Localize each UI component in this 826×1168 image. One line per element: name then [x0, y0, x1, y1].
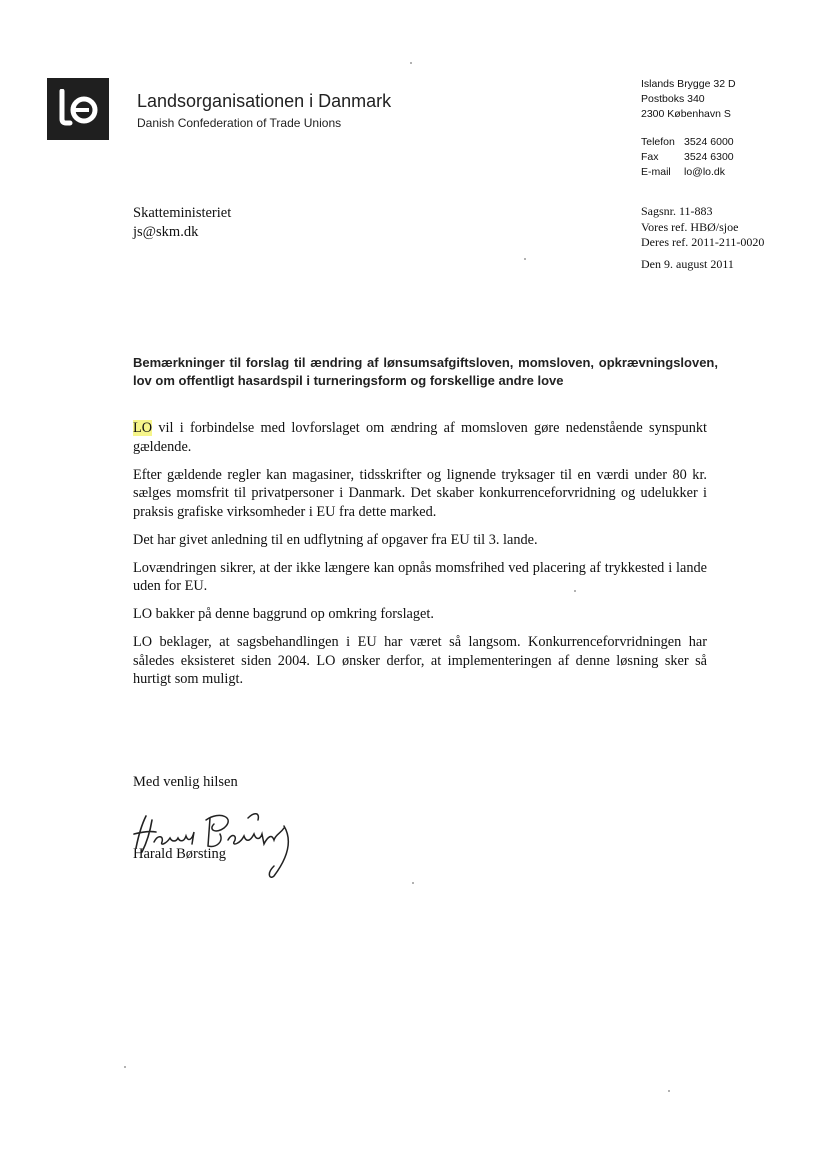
contact-label: Telefon [641, 136, 675, 148]
your-reference: Deres ref. 2011-211-0020 [641, 235, 765, 249]
contact-row [641, 150, 734, 165]
body-paragraph: Efter gældende regler kan magasiner, tidsskrifter og lignende tryksager til en værdi under 80 kr. sælges momsfrit til privatpersoner i Danmark. Det skaber konkurrenceforvridning og udelukker i praksis grafiske virksomheder i EU fra dette marked. [133, 466, 707, 520]
letter-date: Den 9. august 2011 [641, 256, 734, 271]
our-reference: Vores ref. HBØ/sjoe [641, 219, 739, 234]
letter-subject: Bemærkninger til forslag til ændring af lønsumsafgiftsloven, momsloven, opkrævningsloven, lov om offentligt hasardspil i turneringsform og forskellige andre love [133, 355, 718, 388]
lo-logo [47, 78, 109, 140]
address-line: Islands Brygge 32 D [641, 78, 736, 90]
contact-label: Fax [641, 151, 659, 163]
sender-contact [641, 135, 734, 180]
contact-label: E-mail [641, 166, 671, 178]
contact-value: 3524 6000 [684, 136, 734, 148]
recipient-block [133, 204, 231, 242]
scan-speck [410, 62, 412, 64]
scan-speck [412, 882, 414, 884]
contact-row [641, 165, 734, 180]
signer-name: Harald Børsting [133, 846, 227, 862]
address-line: 2300 København S [641, 108, 731, 120]
address-line: Postboks 340 [641, 93, 705, 105]
body-paragraph: LO beklager, at sagsbehandlingen i EU har været så langsom. Konkurrenceforvridningen har således eksisteret siden 2004. LO ønsker derfor, at implementeringen af denne løsning sker så hurtigt som muligt. [133, 634, 707, 687]
handwritten-signature [124, 798, 314, 878]
highlighted-text: LO [133, 420, 153, 436]
sender-address [641, 77, 736, 122]
recipient-name: Skatteministeriet [133, 205, 232, 221]
body-paragraph: LO bakker på denne baggrund op omkring forslaget. [133, 606, 434, 622]
case-number: Sagsnr. 11-883 [641, 204, 713, 218]
lo-logo-mark [56, 89, 100, 129]
letter-body [133, 419, 707, 698]
scan-speck [668, 1090, 670, 1092]
contact-value: lo@lo.dk [684, 166, 726, 178]
reference-block [641, 204, 764, 272]
scan-speck [124, 1066, 126, 1068]
organisation-name: Landsorganisationen i Danmark [137, 91, 392, 111]
scan-speck [524, 258, 526, 260]
paragraph-text: vil i forbindelse med lovforslaget om ændring af momsloven gøre nedenstående synspunkt gældende. [133, 420, 707, 455]
closing-greeting: Med venlig hilsen [133, 774, 238, 790]
recipient-email: js@skm.dk [133, 224, 199, 240]
body-paragraph: Det har givet anledning til en udflytning af opgaver fra EU til 3. lande. [133, 531, 538, 548]
contact-value: 3524 6300 [684, 151, 734, 163]
scan-speck [574, 590, 576, 592]
contact-row [641, 135, 734, 150]
body-paragraph: Lovændringen sikrer, at der ikke længere kan opnås momsfrihed ved placering af trykkested i lande uden for EU. [133, 559, 707, 594]
body-paragraph [133, 419, 707, 456]
organisation-subtitle: Danish Confederation of Trade Unions [137, 116, 342, 130]
